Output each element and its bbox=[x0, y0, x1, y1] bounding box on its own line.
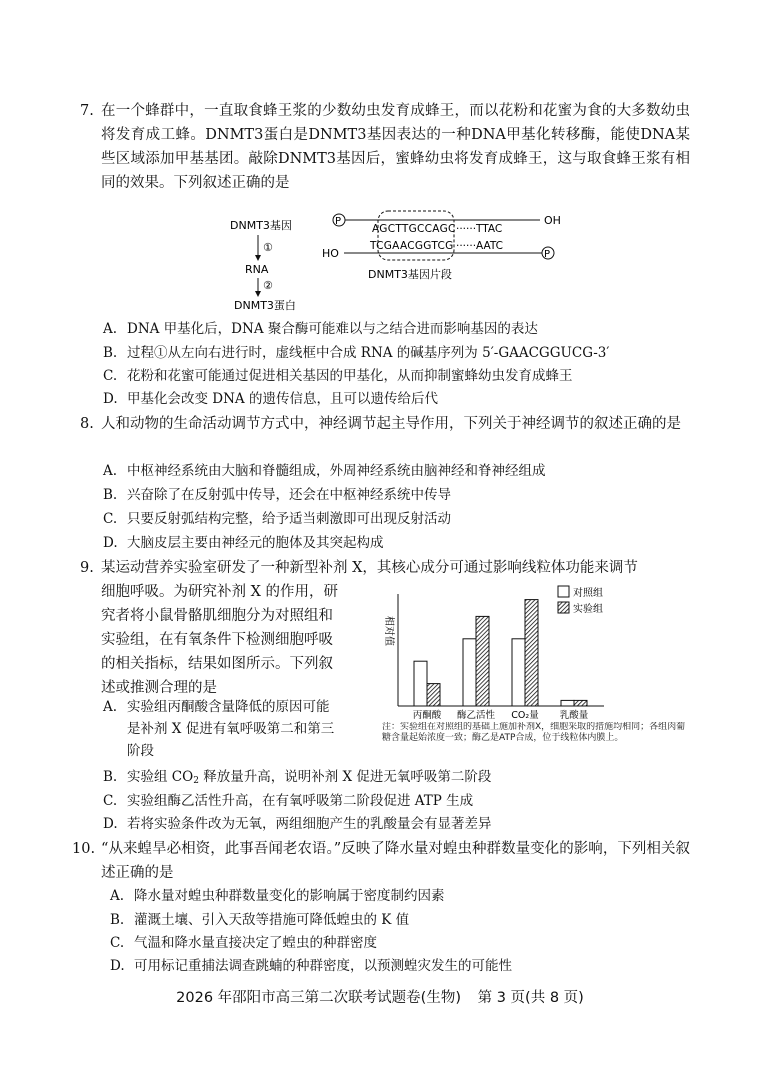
x-tick-1: 酶乙活性 bbox=[456, 710, 496, 721]
flow-rna: RNA bbox=[245, 263, 269, 276]
page-footer bbox=[0, 986, 760, 1007]
question-7 bbox=[80, 99, 690, 195]
flow-step1: ① bbox=[263, 241, 273, 254]
bottom-p-label: P bbox=[544, 249, 551, 260]
question-number: 9. bbox=[80, 560, 94, 576]
bar-control-2 bbox=[512, 639, 525, 706]
bottom-sequence: TCGAACGGTCG bbox=[370, 240, 454, 252]
chart-note: 注：实验组在对照组的基础上施加补剂X，细胞采取的措施均相同；各组肉葡糖含量起始浓度一致；酶乙是ATP合成，位于线粒体内膜上。 bbox=[382, 722, 686, 743]
q7-option-a[interactable]: A. DNA 甲基化后，DNA 聚合酶可能难以与之结合进而影响基因的表达 bbox=[103, 321, 538, 337]
question-9 bbox=[80, 556, 690, 580]
dna-diagram bbox=[220, 205, 580, 315]
legend-swatch-experiment bbox=[558, 602, 569, 613]
question-stem: 人和动物的生命活动调节方式中，神经调节起主导作用，下列关于神经调节的叙述正确的是 bbox=[101, 416, 681, 432]
legend-label-experiment: 实验组 bbox=[573, 604, 603, 615]
top-p-label: P bbox=[335, 216, 342, 227]
flow-gene: DNMT3基因 bbox=[230, 219, 292, 232]
chart-ylabel: 相对值 bbox=[383, 616, 394, 646]
x-tick-0: 丙酮酸 bbox=[412, 710, 442, 721]
gene-fragment-caption: DNMT3基因片段 bbox=[368, 268, 452, 281]
top-sequence-end: ······TTAC bbox=[456, 223, 503, 235]
x-tick-2: CO₂量 bbox=[511, 710, 539, 721]
top-sequence: AGCTTGCCAGC bbox=[372, 223, 456, 235]
bar-experiment-1 bbox=[476, 616, 489, 706]
bar-control-0 bbox=[414, 661, 427, 706]
bottom-sequence-end: ······AATC bbox=[456, 240, 503, 252]
q8-option-a[interactable]: A. 中枢神经系统由大脑和脊髓组成，外周神经系统由脑神经和脊神经组成 bbox=[103, 463, 546, 479]
bar-experiment-0 bbox=[427, 684, 440, 706]
respiration-bar-chart bbox=[372, 584, 692, 766]
bottom-ho-label: HO bbox=[322, 247, 339, 260]
footer-title: 2026 年邵阳市高三第二次联考试题卷(生物) bbox=[176, 990, 461, 1006]
footer-page-number: 第 3 页(共 8 页) bbox=[477, 990, 584, 1006]
q8-option-c[interactable]: C. 只要反射弧结构完整，给予适当刺激即可出现反射活动 bbox=[103, 511, 451, 527]
question-number: 8. bbox=[80, 416, 94, 432]
q9-option-a[interactable]: A. 实验组丙酮酸含量降低的原因可能 是补剂 X 促进有氧呼吸第二和第三 阶段 bbox=[103, 699, 335, 759]
question-stem-line1: 某运动营养实验室研发了一种新型补剂 X，其核心成分可通过影响线粒体功能来调节 bbox=[101, 560, 638, 576]
flow-step2: ② bbox=[263, 279, 273, 292]
q10-option-b[interactable]: B. 灌溉土壤、引入天敌等措施可降低蝗虫的 K 值 bbox=[110, 912, 410, 928]
x-tick-3: 乳酸量 bbox=[559, 710, 589, 721]
legend-label-control: 对照组 bbox=[573, 588, 603, 599]
flow-protein: DNMT3蛋白 bbox=[234, 299, 296, 312]
bar-experiment-3 bbox=[574, 700, 587, 706]
q8-option-d[interactable]: D. 大脑皮层主要由神经元的胞体及其突起构成 bbox=[103, 535, 384, 551]
q9-option-d[interactable]: D. 若将实验条件改为无氧，两组细胞产生的乳酸量会有显著差异 bbox=[103, 816, 492, 832]
q10-option-a[interactable]: A. 降水量对蝗虫种群数量变化的影响属于密度制约因素 bbox=[110, 888, 445, 904]
question-9-wrap-text: 细胞呼吸。为研究补剂 X 的作用，研 究者将小鼠骨骼肌细胞分为对照组和 实验组，在有氧条件下检测细胞呼吸 的相关指标，结果如图所示。下列叙 述或推测合理的是 bbox=[101, 584, 339, 696]
bar-control-1 bbox=[463, 639, 476, 706]
q9-option-c[interactable]: C. 实验组酶乙活性升高，在有氧呼吸第二阶段促进 ATP 生成 bbox=[103, 793, 474, 809]
q7-option-b[interactable]: B. 过程①从左向右进行时，虚线框中合成 RNA 的碱基序列为 5′-GAACGGUCG-3′ bbox=[103, 345, 610, 361]
question-number: 7. bbox=[80, 103, 94, 119]
q8-option-b[interactable]: B. 兴奋除了在反射弧中传导，还会在中枢神经系统中传导 bbox=[103, 487, 451, 503]
question-8 bbox=[80, 412, 690, 436]
question-stem: “从来蝗旱必相资，此事吾闻老农语。”反映了降水量对蝗虫种群数量变化的影响，下列相关叙述正确的是 bbox=[101, 841, 690, 881]
q7-option-d[interactable]: D. 甲基化会改变 DNA 的遗传信息，且可以遗传给后代 bbox=[103, 391, 438, 407]
q10-option-c[interactable]: C. 气温和降水量直接决定了蝗虫的种群密度 bbox=[110, 935, 377, 951]
question-number: 10. bbox=[72, 841, 96, 857]
q7-option-c[interactable]: C. 花粉和花蜜可能通过促进相关基因的甲基化，从而抑制蜜蜂幼虫发育成蜂王 bbox=[103, 368, 573, 384]
question-10 bbox=[72, 837, 690, 885]
q10-option-d[interactable]: D. 可用标记重捕法调查跳蝻的种群密度，以预测蝗灾发生的可能性 bbox=[110, 958, 512, 974]
bar-control-3 bbox=[561, 700, 574, 706]
question-stem: 在一个蜂群中，一直取食蜂王浆的少数幼虫发育成蜂王，而以花粉和花蜜为食的大多数幼虫将发育成工蜂。DNMT3蛋白是DNMT3基因表达的一种DNA甲基化转移酶，能使DNA某些区域添加甲基基团。敲除DNMT3基因后，蜜蜂幼虫将发育成蜂王，这与取食蜂王浆有相同的效果。下列叙述正确的是 bbox=[101, 103, 690, 191]
q9-option-b[interactable]: B. 实验组 $CO_2$ 释放量升高，说明补剂 X 促进无氧呼吸第二阶段 bbox=[103, 769, 492, 786]
top-oh-label: OH bbox=[544, 214, 561, 227]
bar-experiment-2 bbox=[525, 600, 538, 706]
legend-swatch-control bbox=[558, 586, 569, 597]
